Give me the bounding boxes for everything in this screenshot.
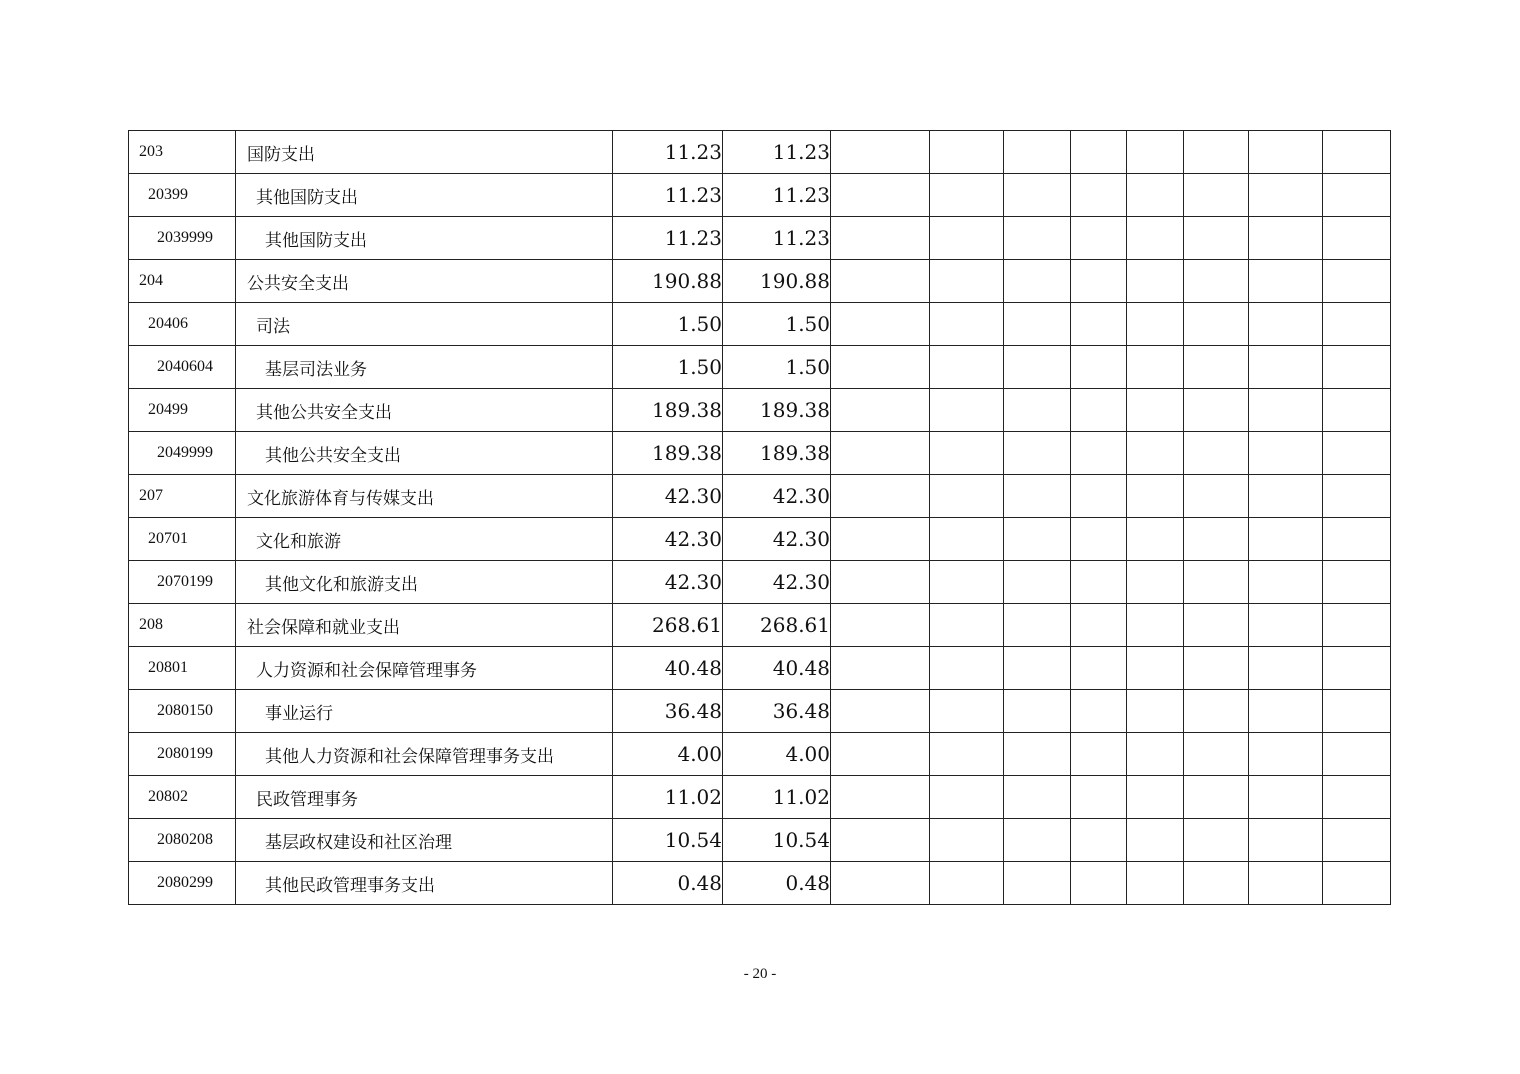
empty-cell bbox=[930, 862, 1004, 905]
basic-amount-cell: 268.61 bbox=[723, 604, 831, 647]
empty-cell bbox=[1127, 303, 1184, 346]
empty-cell bbox=[1249, 733, 1323, 776]
total-amount-cell: 11.23 bbox=[613, 217, 723, 260]
empty-cell bbox=[1184, 776, 1249, 819]
basic-amount-cell: 0.48 bbox=[723, 862, 831, 905]
empty-cell bbox=[1004, 776, 1071, 819]
empty-cell bbox=[831, 518, 930, 561]
empty-cell bbox=[1184, 518, 1249, 561]
empty-cell bbox=[1184, 131, 1249, 174]
subject-code-cell: 2080208 bbox=[129, 819, 236, 862]
basic-amount-cell: 10.54 bbox=[723, 819, 831, 862]
empty-cell bbox=[1004, 217, 1071, 260]
table-row bbox=[129, 389, 1391, 432]
empty-cell bbox=[831, 174, 930, 217]
empty-cell bbox=[1127, 432, 1184, 475]
empty-cell bbox=[1323, 260, 1391, 303]
basic-amount-cell: 36.48 bbox=[723, 690, 831, 733]
empty-cell bbox=[1071, 561, 1127, 604]
empty-cell bbox=[831, 217, 930, 260]
empty-cell bbox=[1071, 862, 1127, 905]
empty-cell bbox=[1323, 432, 1391, 475]
empty-cell bbox=[930, 432, 1004, 475]
empty-cell bbox=[1127, 561, 1184, 604]
subject-code-cell: 2080299 bbox=[129, 862, 236, 905]
total-amount-cell: 189.38 bbox=[613, 389, 723, 432]
empty-cell bbox=[1004, 432, 1071, 475]
empty-cell bbox=[1184, 604, 1249, 647]
empty-cell bbox=[930, 819, 1004, 862]
empty-cell bbox=[831, 303, 930, 346]
page-number: - 20 - bbox=[743, 966, 777, 982]
empty-cell bbox=[1323, 518, 1391, 561]
total-amount-cell: 11.02 bbox=[613, 776, 723, 819]
empty-cell bbox=[1249, 217, 1323, 260]
empty-cell bbox=[1004, 518, 1071, 561]
basic-amount-cell: 42.30 bbox=[723, 518, 831, 561]
subject-code-cell: 203 bbox=[129, 131, 236, 174]
empty-cell bbox=[831, 776, 930, 819]
empty-cell bbox=[1249, 131, 1323, 174]
subject-name-cell: 其他人力资源和社会保障管理事务支出 bbox=[236, 733, 613, 776]
basic-amount-cell: 189.38 bbox=[723, 389, 831, 432]
basic-amount-cell: 11.23 bbox=[723, 174, 831, 217]
empty-cell bbox=[831, 604, 930, 647]
empty-cell bbox=[1071, 518, 1127, 561]
empty-cell bbox=[1071, 647, 1127, 690]
empty-cell bbox=[831, 647, 930, 690]
empty-cell bbox=[1249, 260, 1323, 303]
empty-cell bbox=[1184, 862, 1249, 905]
empty-cell bbox=[1323, 862, 1391, 905]
basic-amount-cell: 4.00 bbox=[723, 733, 831, 776]
table-row bbox=[129, 217, 1391, 260]
empty-cell bbox=[1004, 690, 1071, 733]
empty-cell bbox=[1071, 217, 1127, 260]
subject-code-cell: 20499 bbox=[129, 389, 236, 432]
empty-cell bbox=[831, 131, 930, 174]
empty-cell bbox=[1323, 346, 1391, 389]
subject-code-cell: 207 bbox=[129, 475, 236, 518]
empty-cell bbox=[1127, 174, 1184, 217]
subject-name-cell: 社会保障和就业支出 bbox=[236, 604, 613, 647]
table-row bbox=[129, 561, 1391, 604]
empty-cell bbox=[1071, 776, 1127, 819]
basic-amount-cell: 189.38 bbox=[723, 432, 831, 475]
empty-cell bbox=[1184, 819, 1249, 862]
empty-cell bbox=[1323, 733, 1391, 776]
subject-name-cell: 文化和旅游 bbox=[236, 518, 613, 561]
total-amount-cell: 0.48 bbox=[613, 862, 723, 905]
empty-cell bbox=[1127, 475, 1184, 518]
empty-cell bbox=[1184, 260, 1249, 303]
empty-cell bbox=[1127, 346, 1184, 389]
total-amount-cell: 36.48 bbox=[613, 690, 723, 733]
basic-amount-cell: 42.30 bbox=[723, 475, 831, 518]
subject-name-cell: 事业运行 bbox=[236, 690, 613, 733]
subject-code-cell: 20701 bbox=[129, 518, 236, 561]
subject-name-cell: 其他公共安全支出 bbox=[236, 432, 613, 475]
empty-cell bbox=[1127, 733, 1184, 776]
empty-cell bbox=[1004, 303, 1071, 346]
empty-cell bbox=[1184, 647, 1249, 690]
empty-cell bbox=[930, 518, 1004, 561]
empty-cell bbox=[1071, 389, 1127, 432]
empty-cell bbox=[1323, 174, 1391, 217]
empty-cell bbox=[1004, 862, 1071, 905]
subject-name-cell: 司法 bbox=[236, 303, 613, 346]
subject-code-cell: 20406 bbox=[129, 303, 236, 346]
subject-name-cell: 基层司法业务 bbox=[236, 346, 613, 389]
empty-cell bbox=[1249, 862, 1323, 905]
subject-code-cell: 2070199 bbox=[129, 561, 236, 604]
empty-cell bbox=[1184, 475, 1249, 518]
table-row bbox=[129, 518, 1391, 561]
table-row bbox=[129, 131, 1391, 174]
expenditure-table bbox=[128, 130, 1391, 905]
total-amount-cell: 40.48 bbox=[613, 647, 723, 690]
basic-amount-cell: 40.48 bbox=[723, 647, 831, 690]
subject-name-cell: 其他公共安全支出 bbox=[236, 389, 613, 432]
empty-cell bbox=[1071, 819, 1127, 862]
empty-cell bbox=[1323, 303, 1391, 346]
empty-cell bbox=[1184, 217, 1249, 260]
table-row bbox=[129, 346, 1391, 389]
table-row bbox=[129, 475, 1391, 518]
basic-amount-cell: 190.88 bbox=[723, 260, 831, 303]
subject-name-cell: 其他民政管理事务支出 bbox=[236, 862, 613, 905]
empty-cell bbox=[1071, 432, 1127, 475]
empty-cell bbox=[1249, 561, 1323, 604]
empty-cell bbox=[1127, 819, 1184, 862]
empty-cell bbox=[1184, 303, 1249, 346]
subject-code-cell: 204 bbox=[129, 260, 236, 303]
empty-cell bbox=[1323, 389, 1391, 432]
empty-cell bbox=[1323, 690, 1391, 733]
empty-cell bbox=[1127, 647, 1184, 690]
subject-code-cell: 2039999 bbox=[129, 217, 236, 260]
empty-cell bbox=[930, 131, 1004, 174]
total-amount-cell: 190.88 bbox=[613, 260, 723, 303]
total-amount-cell: 42.30 bbox=[613, 518, 723, 561]
table-row bbox=[129, 862, 1391, 905]
table-body bbox=[129, 131, 1391, 905]
empty-cell bbox=[930, 389, 1004, 432]
subject-name-cell: 其他文化和旅游支出 bbox=[236, 561, 613, 604]
empty-cell bbox=[1249, 819, 1323, 862]
subject-name-cell: 国防支出 bbox=[236, 131, 613, 174]
empty-cell bbox=[1004, 604, 1071, 647]
empty-cell bbox=[1004, 389, 1071, 432]
empty-cell bbox=[1184, 389, 1249, 432]
empty-cell bbox=[1249, 690, 1323, 733]
empty-cell bbox=[1004, 346, 1071, 389]
empty-cell bbox=[1004, 733, 1071, 776]
table-row bbox=[129, 647, 1391, 690]
subject-name-cell: 民政管理事务 bbox=[236, 776, 613, 819]
total-amount-cell: 42.30 bbox=[613, 561, 723, 604]
table-row bbox=[129, 174, 1391, 217]
empty-cell bbox=[1127, 862, 1184, 905]
empty-cell bbox=[1127, 604, 1184, 647]
empty-cell bbox=[1004, 647, 1071, 690]
basic-amount-cell: 42.30 bbox=[723, 561, 831, 604]
subject-name-cell: 其他国防支出 bbox=[236, 174, 613, 217]
empty-cell bbox=[1323, 561, 1391, 604]
total-amount-cell: 268.61 bbox=[613, 604, 723, 647]
empty-cell bbox=[1071, 475, 1127, 518]
empty-cell bbox=[1004, 174, 1071, 217]
total-amount-cell: 1.50 bbox=[613, 346, 723, 389]
total-amount-cell: 10.54 bbox=[613, 819, 723, 862]
subject-name-cell: 其他国防支出 bbox=[236, 217, 613, 260]
empty-cell bbox=[930, 174, 1004, 217]
empty-cell bbox=[1004, 475, 1071, 518]
empty-cell bbox=[1184, 346, 1249, 389]
basic-amount-cell: 11.23 bbox=[723, 131, 831, 174]
empty-cell bbox=[1249, 604, 1323, 647]
basic-amount-cell: 1.50 bbox=[723, 303, 831, 346]
empty-cell bbox=[1249, 346, 1323, 389]
empty-cell bbox=[930, 690, 1004, 733]
empty-cell bbox=[1323, 819, 1391, 862]
empty-cell bbox=[1323, 647, 1391, 690]
empty-cell bbox=[930, 346, 1004, 389]
empty-cell bbox=[930, 561, 1004, 604]
basic-amount-cell: 11.23 bbox=[723, 217, 831, 260]
subject-code-cell: 20802 bbox=[129, 776, 236, 819]
empty-cell bbox=[1249, 776, 1323, 819]
empty-cell bbox=[1127, 690, 1184, 733]
empty-cell bbox=[1323, 776, 1391, 819]
empty-cell bbox=[1071, 690, 1127, 733]
empty-cell bbox=[1249, 518, 1323, 561]
total-amount-cell: 11.23 bbox=[613, 131, 723, 174]
empty-cell bbox=[930, 604, 1004, 647]
empty-cell bbox=[1323, 217, 1391, 260]
subject-code-cell: 208 bbox=[129, 604, 236, 647]
empty-cell bbox=[831, 475, 930, 518]
empty-cell bbox=[1004, 561, 1071, 604]
empty-cell bbox=[1249, 432, 1323, 475]
empty-cell bbox=[1323, 131, 1391, 174]
empty-cell bbox=[1184, 690, 1249, 733]
table-row bbox=[129, 819, 1391, 862]
empty-cell bbox=[930, 475, 1004, 518]
empty-cell bbox=[1249, 174, 1323, 217]
table-row bbox=[129, 690, 1391, 733]
empty-cell bbox=[1127, 518, 1184, 561]
empty-cell bbox=[930, 217, 1004, 260]
empty-cell bbox=[930, 260, 1004, 303]
empty-cell bbox=[1004, 260, 1071, 303]
empty-cell bbox=[831, 389, 930, 432]
empty-cell bbox=[1249, 475, 1323, 518]
subject-code-cell: 2040604 bbox=[129, 346, 236, 389]
empty-cell bbox=[1071, 260, 1127, 303]
subject-code-cell: 20399 bbox=[129, 174, 236, 217]
subject-code-cell: 2080199 bbox=[129, 733, 236, 776]
empty-cell bbox=[1323, 475, 1391, 518]
empty-cell bbox=[831, 733, 930, 776]
empty-cell bbox=[1071, 733, 1127, 776]
table-row bbox=[129, 260, 1391, 303]
empty-cell bbox=[831, 819, 930, 862]
empty-cell bbox=[831, 690, 930, 733]
empty-cell bbox=[1323, 604, 1391, 647]
empty-cell bbox=[1071, 174, 1127, 217]
total-amount-cell: 11.23 bbox=[613, 174, 723, 217]
empty-cell bbox=[831, 346, 930, 389]
total-amount-cell: 189.38 bbox=[613, 432, 723, 475]
empty-cell bbox=[1184, 561, 1249, 604]
empty-cell bbox=[831, 561, 930, 604]
empty-cell bbox=[1127, 389, 1184, 432]
empty-cell bbox=[1071, 303, 1127, 346]
subject-code-cell: 2049999 bbox=[129, 432, 236, 475]
empty-cell bbox=[1127, 217, 1184, 260]
empty-cell bbox=[1127, 776, 1184, 819]
empty-cell bbox=[1071, 131, 1127, 174]
table-row bbox=[129, 303, 1391, 346]
empty-cell bbox=[1004, 131, 1071, 174]
subject-code-cell: 20801 bbox=[129, 647, 236, 690]
table-row bbox=[129, 733, 1391, 776]
empty-cell bbox=[831, 862, 930, 905]
empty-cell bbox=[930, 303, 1004, 346]
empty-cell bbox=[1184, 432, 1249, 475]
subject-name-cell: 公共安全支出 bbox=[236, 260, 613, 303]
total-amount-cell: 4.00 bbox=[613, 733, 723, 776]
empty-cell bbox=[1004, 819, 1071, 862]
empty-cell bbox=[1184, 733, 1249, 776]
table-row bbox=[129, 776, 1391, 819]
empty-cell bbox=[1249, 303, 1323, 346]
total-amount-cell: 1.50 bbox=[613, 303, 723, 346]
basic-amount-cell: 1.50 bbox=[723, 346, 831, 389]
empty-cell bbox=[831, 432, 930, 475]
empty-cell bbox=[1184, 174, 1249, 217]
empty-cell bbox=[1071, 604, 1127, 647]
empty-cell bbox=[1127, 260, 1184, 303]
empty-cell bbox=[930, 733, 1004, 776]
basic-amount-cell: 11.02 bbox=[723, 776, 831, 819]
empty-cell bbox=[1249, 389, 1323, 432]
subject-name-cell: 文化旅游体育与传媒支出 bbox=[236, 475, 613, 518]
subject-name-cell: 人力资源和社会保障管理事务 bbox=[236, 647, 613, 690]
empty-cell bbox=[930, 647, 1004, 690]
empty-cell bbox=[1071, 346, 1127, 389]
subject-code-cell: 2080150 bbox=[129, 690, 236, 733]
empty-cell bbox=[1249, 647, 1323, 690]
empty-cell bbox=[930, 776, 1004, 819]
subject-name-cell: 基层政权建设和社区治理 bbox=[236, 819, 613, 862]
table-row bbox=[129, 432, 1391, 475]
total-amount-cell: 42.30 bbox=[613, 475, 723, 518]
table-row bbox=[129, 604, 1391, 647]
empty-cell bbox=[831, 260, 930, 303]
empty-cell bbox=[1127, 131, 1184, 174]
